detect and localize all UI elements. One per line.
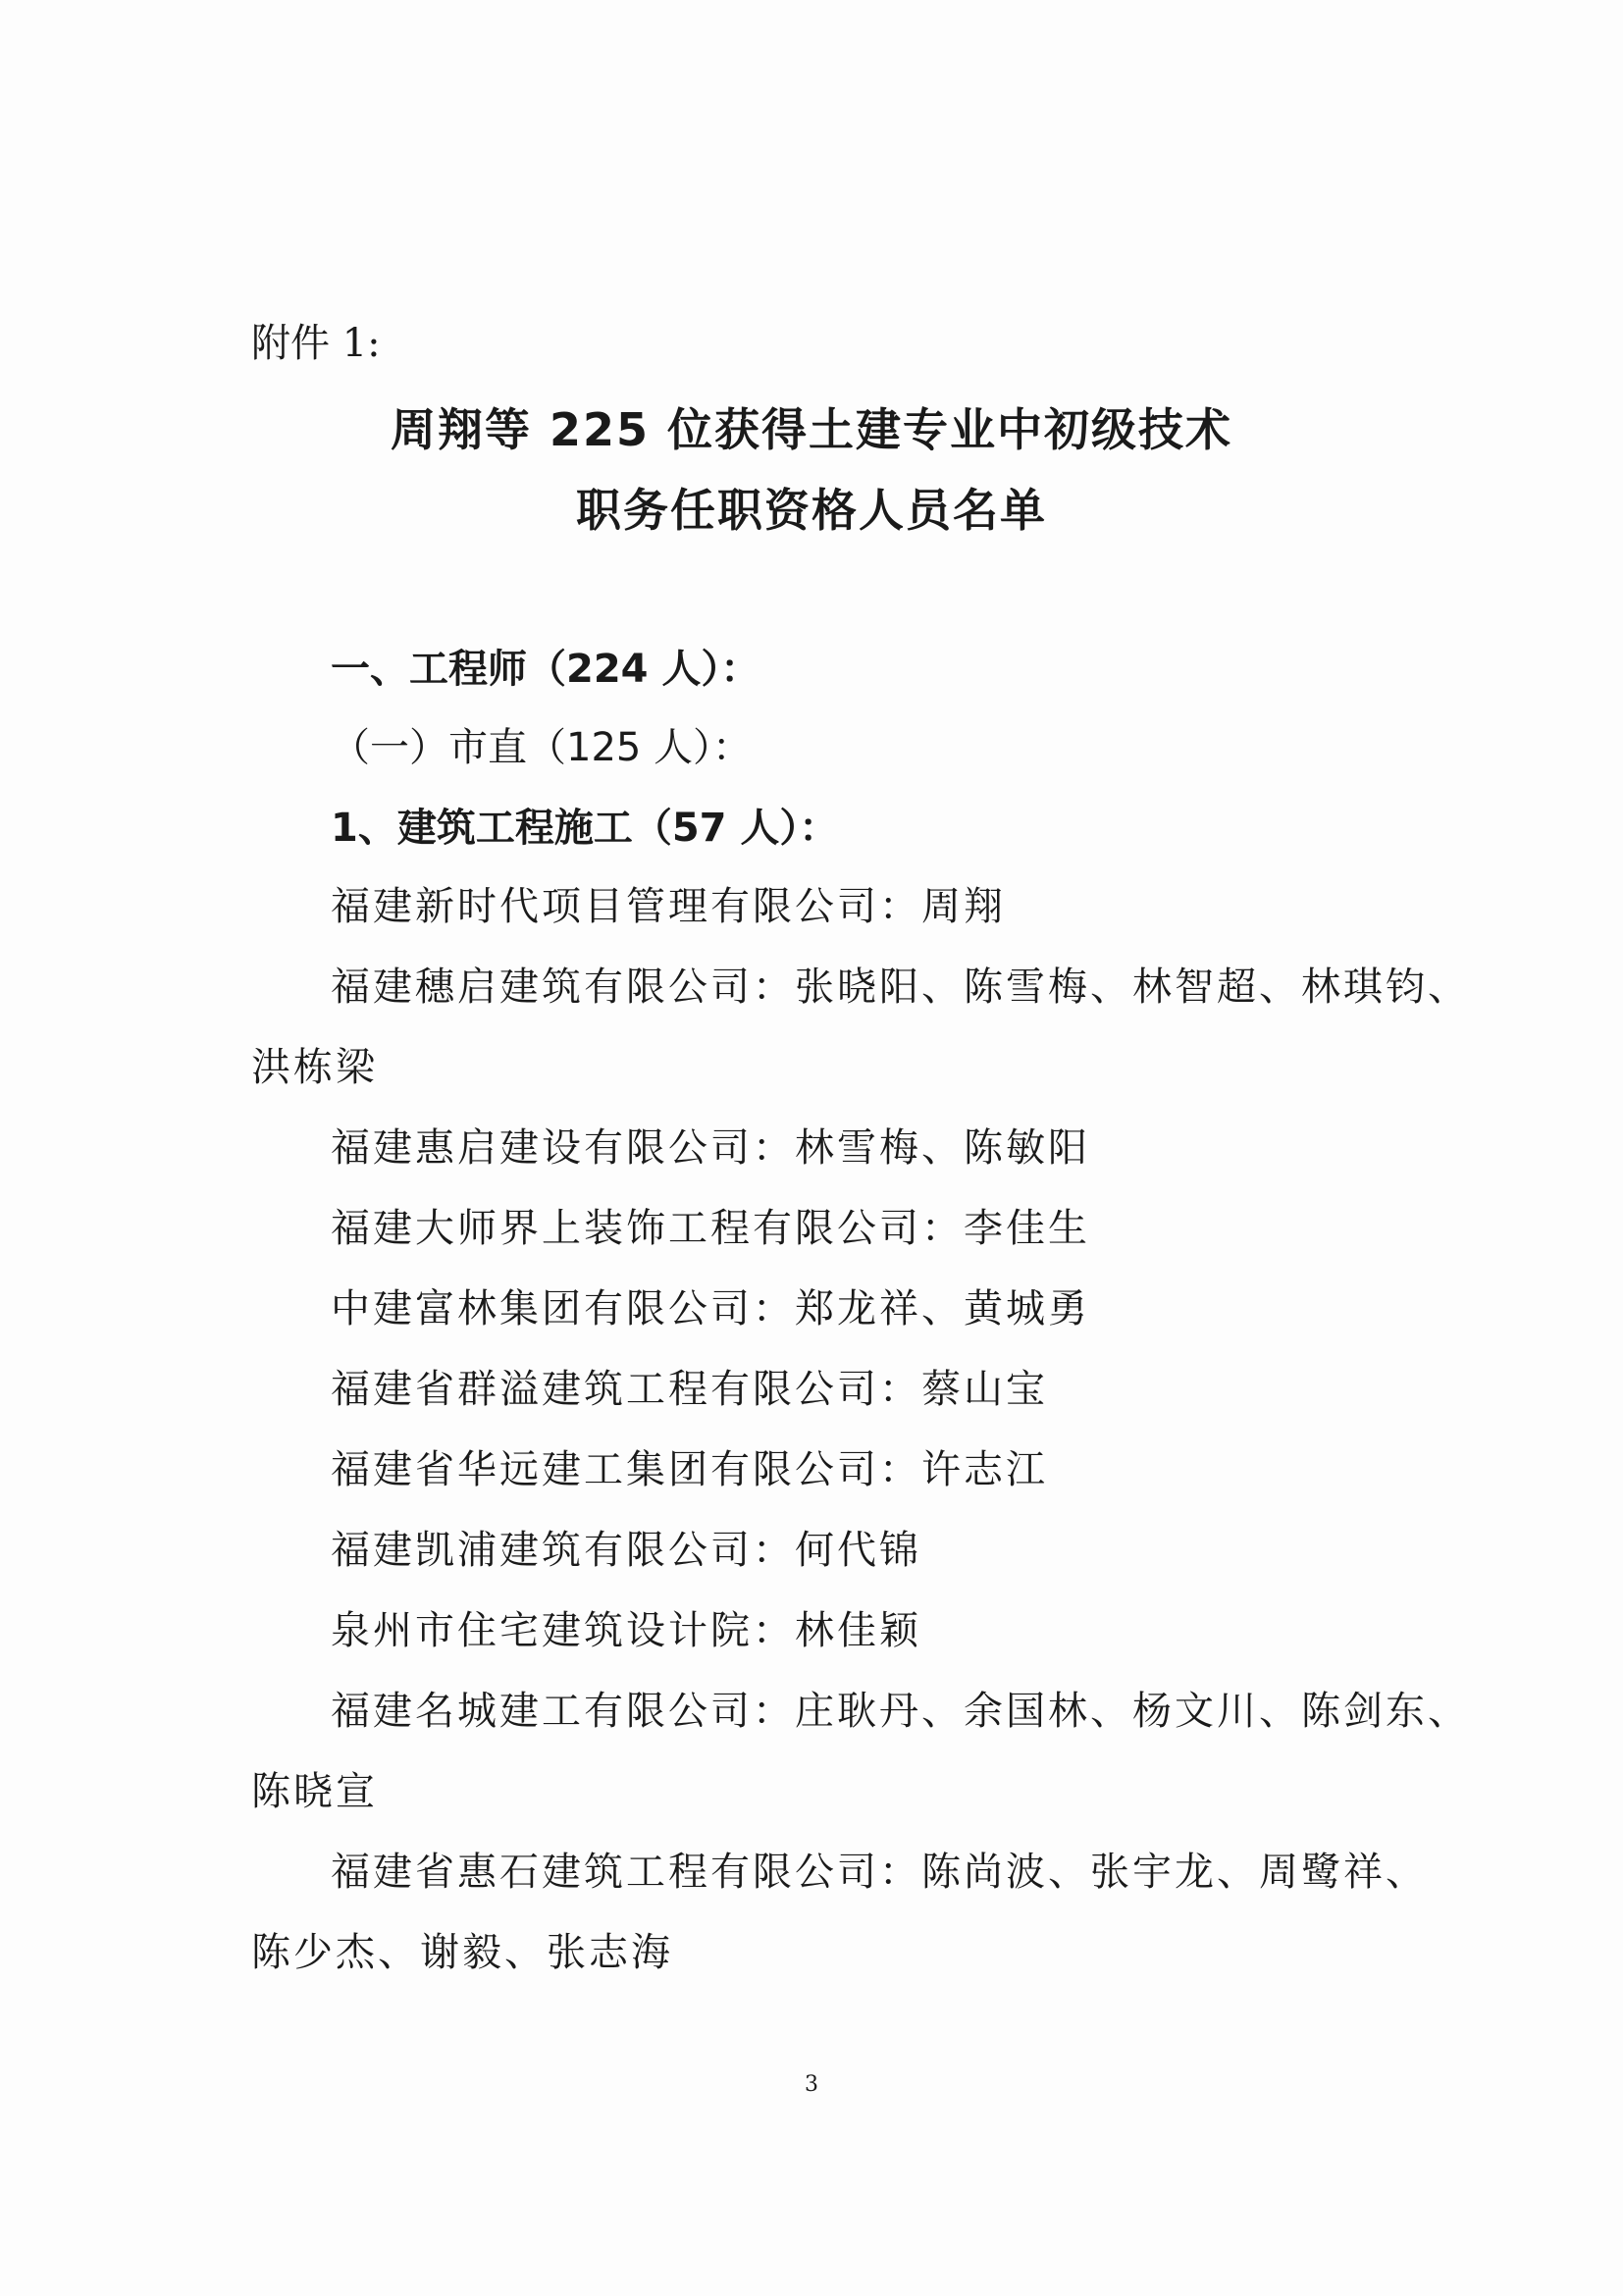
list-item: 福建省群溢建筑工程有限公司：蔡山宝 (331, 1367, 1048, 1412)
list-item-continuation: 陈少杰、谢毅、张志海 (251, 1930, 673, 1975)
attachment-label: 附件 1: (251, 321, 381, 366)
list-item: 福建省惠石建筑工程有限公司：陈尚波、张宇龙、周鹭祥、 (331, 1850, 1428, 1895)
list-item: 福建惠启建设有限公司：林雪梅、陈敏阳 (331, 1125, 1090, 1171)
list-item: 中建富林集团有限公司：郑龙祥、黄城勇 (331, 1286, 1090, 1331)
page-number: 3 (805, 2072, 818, 2097)
list-item: 福建新时代项目管理有限公司：周翔 (331, 884, 1006, 929)
category-heading: 1、建筑工程施工（57 人）： (331, 806, 839, 851)
list-item-continuation: 洪栋梁 (251, 1045, 378, 1090)
list-item: 福建省华远建工集团有限公司：许志江 (331, 1447, 1048, 1492)
subsection-heading: （一）市直（125 人）： (331, 725, 753, 770)
list-item: 福建凯浦建筑有限公司：何代锦 (331, 1528, 921, 1573)
list-item: 福建名城建工有限公司：庄耿丹、余国林、杨文川、陈剑东、 (331, 1689, 1470, 1734)
list-item-continuation: 陈晓宣 (251, 1769, 378, 1814)
document-title-line-2: 职务任职资格人员名单 (576, 484, 1047, 537)
list-item: 泉州市住宅建筑设计院：林佳颖 (331, 1608, 921, 1653)
section-heading: 一、工程师（224 人）： (331, 647, 760, 692)
list-item: 福建穗启建筑有限公司：张晓阳、陈雪梅、林智超、林琪钧、 (331, 965, 1470, 1010)
list-item: 福建大师界上装饰工程有限公司：李佳生 (331, 1206, 1090, 1251)
document-title-line-1: 周翔等 225 位获得土建专业中初级技术 (390, 403, 1233, 456)
